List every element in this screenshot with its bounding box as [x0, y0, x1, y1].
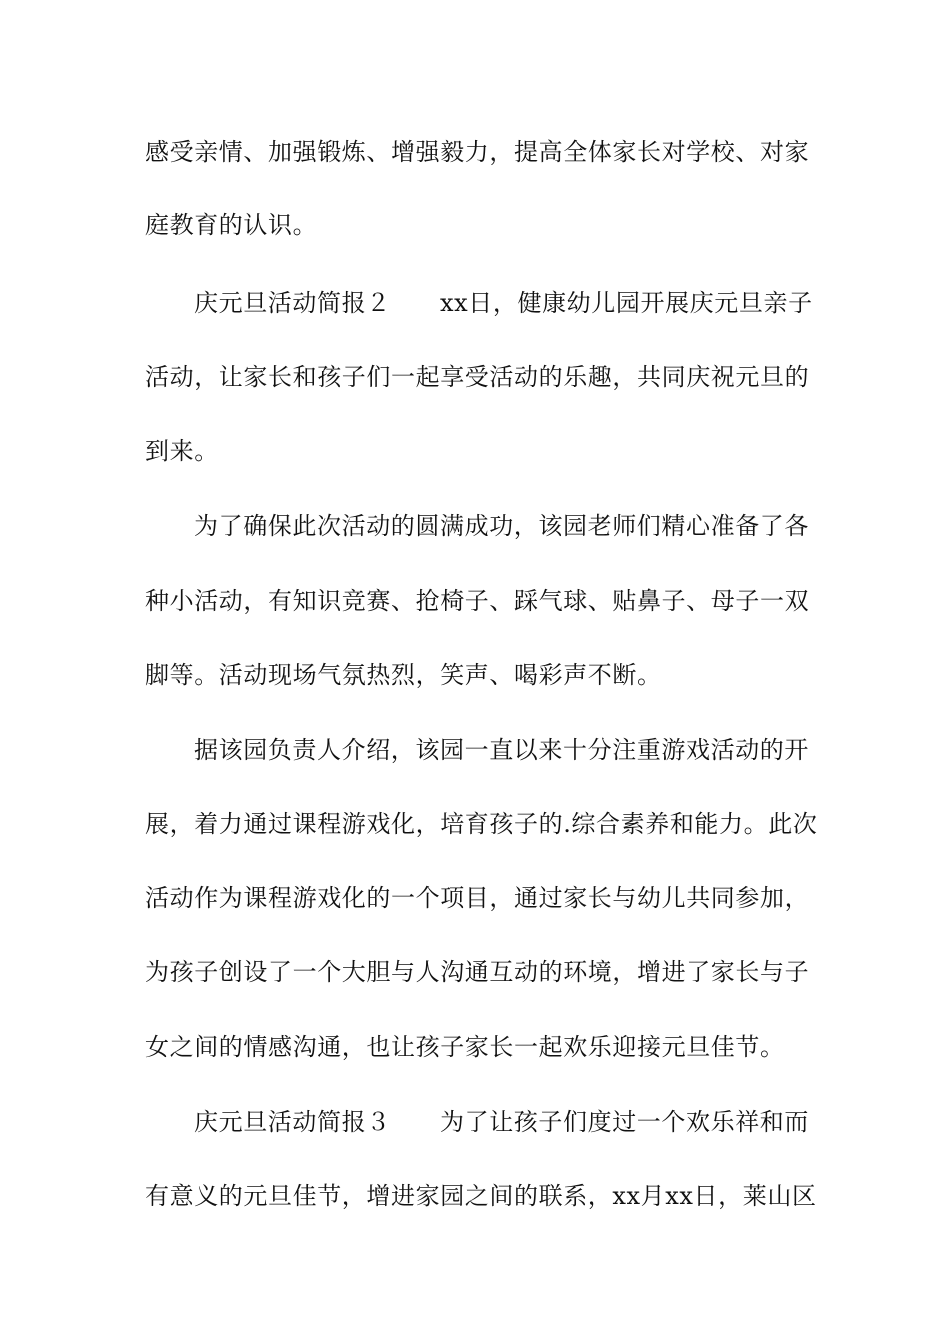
text-line-15: 有意义的元旦佳节，增进家园之间的联系，xx月xx日，莱山区 [145, 1182, 817, 1210]
text-line-3: 庆元旦活动简报２ xx日，健康幼儿园开展庆元旦亲子 [194, 289, 813, 317]
text-line-7: 种小活动，有知识竞赛、抢椅子、踩气球、贴鼻子、母子一双 [145, 587, 810, 615]
text-line-14: 庆元旦活动简报３ 为了让孩子们度过一个欢乐祥和而 [194, 1108, 809, 1136]
text-line-5: 到来。 [145, 437, 219, 465]
text-line-1: 感受亲情、加强锻炼、增强毅力，提高全体家长对学校、对家 [145, 138, 810, 166]
text-line-12: 为孩子创设了一个大胆与人沟通互动的环境，增进了家长与子 [145, 958, 810, 986]
text-line-6: 为了确保此次活动的圆满成功，该园老师们精心准备了各 [194, 512, 809, 540]
text-line-13: 女之间的情感沟通，也让孩子家长一起欢乐迎接元旦佳节。 [145, 1033, 785, 1061]
text-line-11: 活动作为课程游戏化的一个项目，通过家长与幼儿共同参加， [145, 884, 810, 912]
text-line-2: 庭教育的认识。 [145, 211, 318, 239]
text-line-4: 活动，让家长和孩子们一起享受活动的乐趣，共同庆祝元旦的 [145, 363, 810, 391]
text-line-9: 据该园负责人介绍，该园一直以来十分注重游戏活动的开 [194, 736, 809, 764]
text-line-8: 脚等。活动现场气氛热烈，笑声、喝彩声不断。 [145, 661, 662, 689]
text-line-10: 展，着力通过课程游戏化，培育孩子的.综合素养和能力。此次 [145, 810, 818, 838]
